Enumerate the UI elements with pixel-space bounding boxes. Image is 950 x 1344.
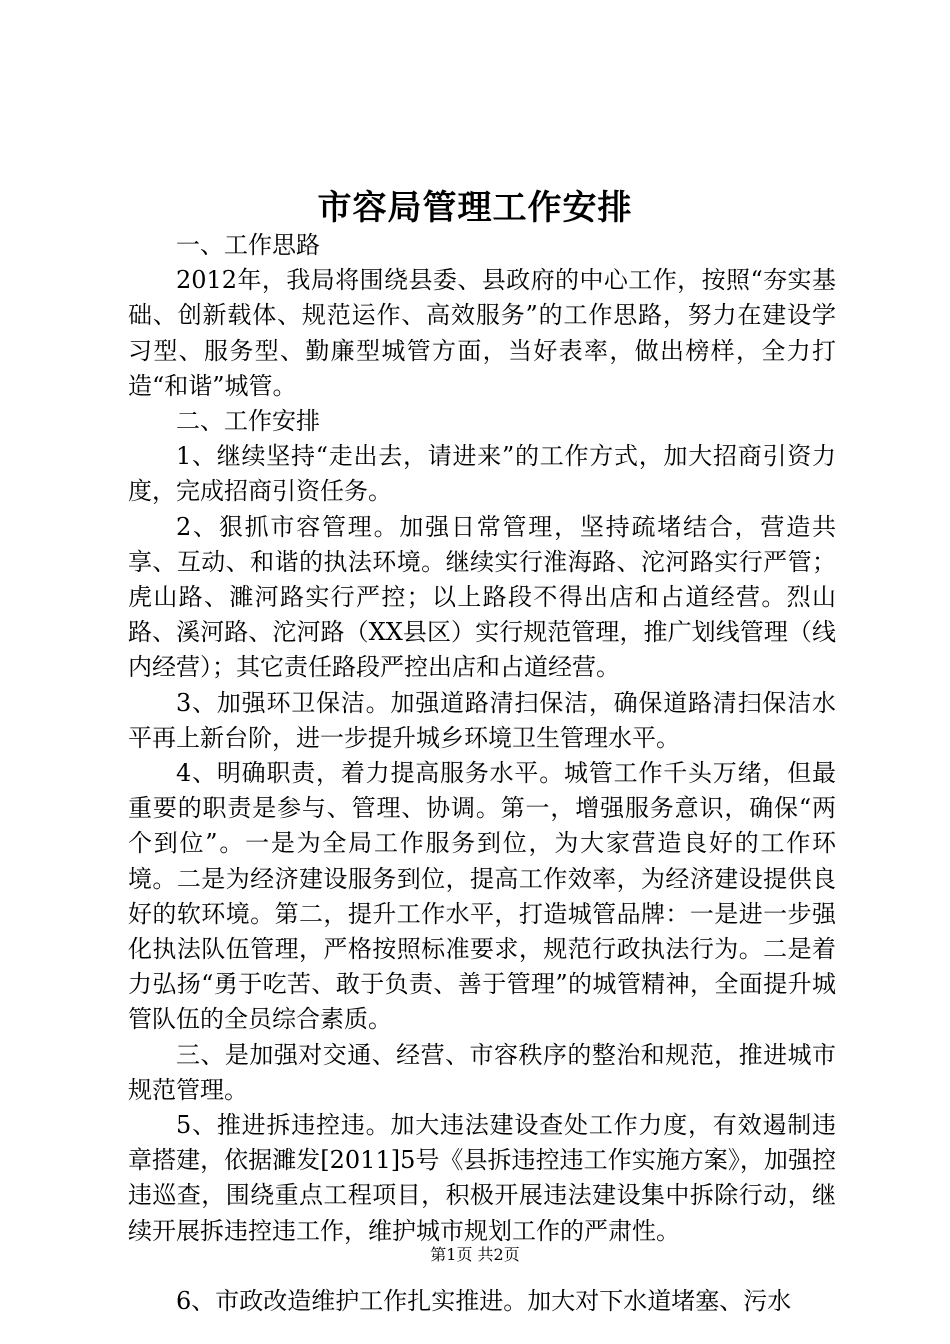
paragraph-work-idea: 2012年，我局将围绕县委、县政府的中心工作，按照“夯实基础、创新载体、规范运作、高效服务”的工作思路，努力在建设学习型、服务型、勤廉型城管方面，当好表率，做出榜样，全力打造“和谐”城管。 <box>128 266 836 400</box>
paragraph-item-2: 2、狠抓市容管理。加强日常管理，坚持疏堵结合，营造共享、互动、和谐的执法环境。继续实行淮海路、沱河路实行严管；虎山路、濉河路实行严控；以上路段不得出店和占道经营。烈山路、溪河路、沱河路（XX县区）实行规范管理，推广划线管理（线内经营）；其它责任路段严控出店和占道经营。 <box>128 512 836 682</box>
paragraph-item-1: 1、继续坚持“走出去，请进来”的工作方式，加大招商引资力度，完成招商引资任务。 <box>128 442 836 506</box>
paragraph-item-3: 3、加强环卫保洁。加强道路清扫保洁，确保道路清扫保洁水平再上新台阶，进一步提升城乡环境卫生管理水平。 <box>128 688 836 752</box>
paragraph-item-6: 6、市政改造维护工作扎实推进。加大对下水道堵塞、污水 <box>176 1286 792 1315</box>
section-heading-work-idea: 一、工作思路 <box>176 231 320 259</box>
section-heading-work-arrangement: 二、工作安排 <box>176 407 320 436</box>
document-title: 市容局管理工作安排 <box>317 188 633 228</box>
page-footer: 第1页 共2页 <box>430 1245 520 1264</box>
document-body <box>128 228 836 1319</box>
paragraph-item-4: 4、明确职责，着力提高服务水平。城管工作千头万绪，但最重要的职责是参与、管理、协调。第一，增强服务意识，确保“两个到位”。一是为全局工作服务到位，为大家营造良好的工作环境。二是为经济建设服务到位，提高工作效率，为经济建设提供良好的软环境。第二，提升工作水平，打造城管品牌：一是进一步强化执法队伍管理，严格按照标准要求，规范行政执法行为。二是着力弘扬“勇于吃苦、敢于负责、善于管理”的城管精神，全面提升城管队伍的全员综合素质。 <box>128 759 836 1034</box>
paragraph-section-3: 三、是加强对交通、经营、市容秩序的整治和规范，推进城市规范管理。 <box>128 1040 836 1104</box>
paragraph-item-5: 5、推进拆违控违。加大违法建设查处工作力度，有效遏制违章搭建，依据濉发[2011]5号《县拆违控违工作实施方案》，加强控违巡查，围绕重点工程项目，积极开展违法建设集中拆除行动，继续开展拆违控违工作，维护城市规划工作的严肃性。 <box>128 1111 836 1245</box>
